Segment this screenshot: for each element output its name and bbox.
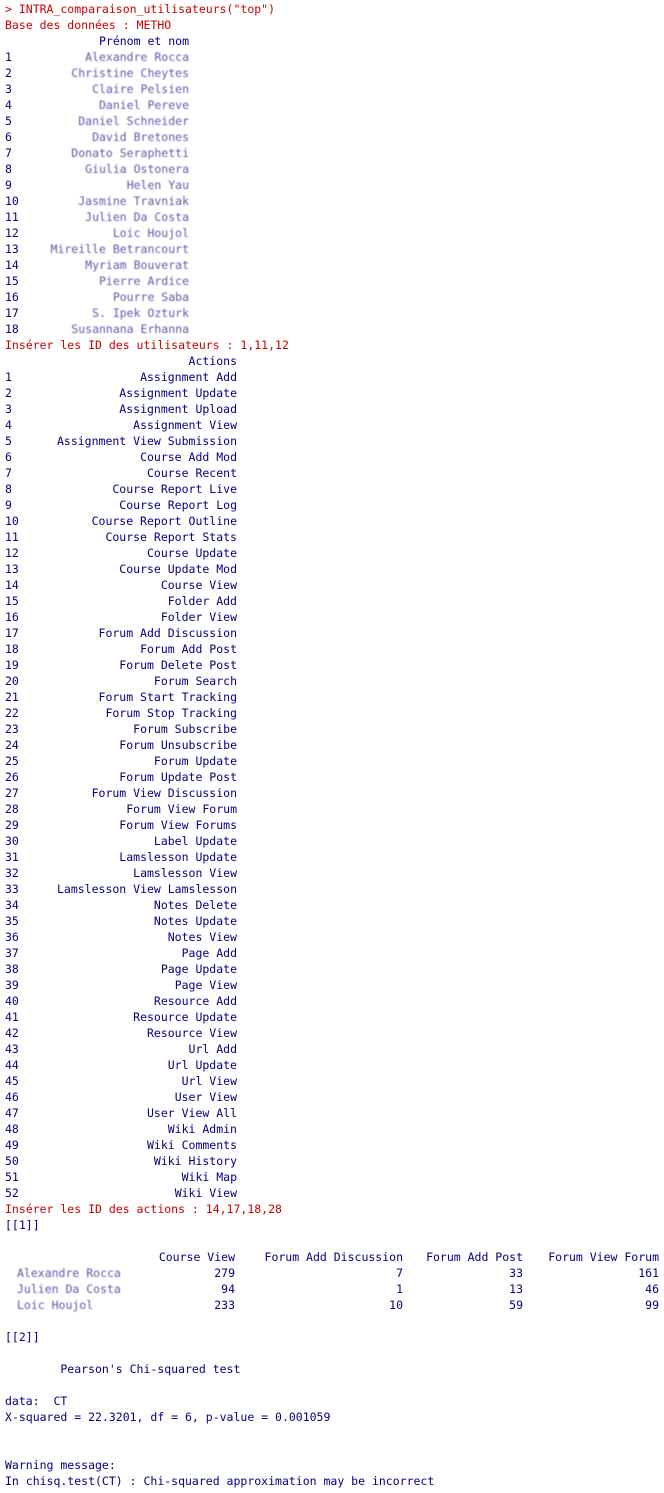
action-label: User View — [174, 1090, 237, 1104]
action-id: 30 — [5, 834, 19, 848]
action-id: 7 — [5, 466, 12, 480]
action-label: Forum Subscribe — [133, 722, 237, 736]
action-id: 21 — [5, 690, 19, 704]
action-row — [5, 545, 663, 561]
action-id: 2 — [5, 386, 12, 400]
ct-cell: 10 — [389, 1298, 403, 1312]
ct-row — [5, 1265, 663, 1281]
action-id: 24 — [5, 738, 19, 752]
action-row — [5, 593, 663, 609]
action-label: Label Update — [153, 834, 237, 848]
list-marker-1: [[1]] — [5, 1218, 40, 1232]
action-id: 19 — [5, 658, 19, 672]
action-row — [5, 1185, 663, 1201]
action-id: 36 — [5, 930, 19, 944]
action-id: 47 — [5, 1106, 19, 1120]
action-row — [5, 897, 663, 913]
action-row — [5, 993, 663, 1009]
action-row — [5, 849, 663, 865]
user-row — [5, 257, 663, 273]
action-label: Forum Start Tracking — [98, 690, 237, 704]
action-id: 11 — [5, 530, 19, 544]
users-list — [5, 49, 663, 337]
user-id: 5 — [5, 114, 12, 128]
action-row — [5, 737, 663, 753]
action-id: 33 — [5, 882, 19, 896]
action-row — [5, 513, 663, 529]
action-label: Resource Update — [133, 1010, 237, 1024]
action-row — [5, 385, 663, 401]
action-label: User View All — [146, 1106, 237, 1120]
actions-header — [5, 353, 663, 369]
ct-row-name: Alexandre Rocca — [17, 1266, 121, 1280]
action-row — [5, 801, 663, 817]
action-row — [5, 977, 663, 993]
user-name: Donato Seraphetti — [71, 146, 189, 160]
action-row — [5, 689, 663, 705]
action-row — [5, 561, 663, 577]
users-header — [5, 33, 663, 49]
ct-header-forum-add-post: Forum Add Post — [426, 1250, 523, 1264]
action-label: Forum Stop Tracking — [105, 706, 237, 720]
user-name: Daniel Pereve — [98, 98, 189, 112]
warning-text: In chisq.test(CT) : Chi-squared approximation may be incorrect — [5, 1474, 435, 1488]
user-name: Jasmine Travniak — [78, 194, 189, 208]
ct-header-course-view: Course View — [158, 1250, 235, 1264]
action-row — [5, 1057, 663, 1073]
action-label: Resource View — [146, 1026, 237, 1040]
action-label: Wiki History — [153, 1154, 237, 1168]
actions-header-label: Actions — [188, 354, 237, 368]
action-row — [5, 401, 663, 417]
action-id: 17 — [5, 626, 19, 640]
action-id: 6 — [5, 450, 12, 464]
user-id: 6 — [5, 130, 12, 144]
action-row — [5, 1041, 663, 1057]
user-row — [5, 161, 663, 177]
action-row — [5, 577, 663, 593]
user-id: 11 — [5, 210, 19, 224]
user-row — [5, 273, 663, 289]
action-label: Forum Search — [153, 674, 237, 688]
action-label: Forum Add Discussion — [98, 626, 237, 640]
user-id: 17 — [5, 306, 19, 320]
ct-row — [5, 1281, 663, 1297]
blank-line — [5, 1233, 663, 1249]
action-id: 25 — [5, 754, 19, 768]
action-id: 15 — [5, 594, 19, 608]
action-label: Url Update — [167, 1058, 237, 1072]
action-id: 44 — [5, 1058, 19, 1072]
users-prompt: Insérer les ID des utilisateurs : 1,11,12 — [5, 338, 289, 352]
action-row — [5, 417, 663, 433]
command-line: > INTRA_comparaison_utilisateurs("top") — [5, 2, 276, 16]
action-row — [5, 529, 663, 545]
user-id: 12 — [5, 226, 19, 240]
action-row — [5, 785, 663, 801]
user-id: 1 — [5, 50, 12, 64]
action-id: 5 — [5, 434, 12, 448]
action-row — [5, 913, 663, 929]
test-title: Pearson's Chi-squared test — [5, 1362, 241, 1376]
action-id: 46 — [5, 1090, 19, 1104]
action-label: Lamslesson Update — [119, 850, 237, 864]
blank-line — [5, 1425, 663, 1441]
action-row — [5, 673, 663, 689]
ct-cell: 1 — [396, 1282, 403, 1296]
action-row — [5, 1009, 663, 1025]
ct-header-forum-view-forum: Forum View Forum — [548, 1250, 659, 1264]
action-id: 29 — [5, 818, 19, 832]
user-row — [5, 305, 663, 321]
action-label: Course Report Log — [119, 498, 237, 512]
user-id: 2 — [5, 66, 12, 80]
user-id: 9 — [5, 178, 12, 192]
action-label: Forum Update — [153, 754, 237, 768]
action-label: Wiki Comments — [146, 1138, 237, 1152]
action-id: 35 — [5, 914, 19, 928]
action-row — [5, 1169, 663, 1185]
action-label: Course View — [160, 578, 237, 592]
action-row — [5, 449, 663, 465]
user-name: Helen Yau — [126, 178, 189, 192]
action-row — [5, 945, 663, 961]
action-row — [5, 657, 663, 673]
user-name: David Bretones — [92, 130, 189, 144]
action-label: Lamslesson View Lamslesson — [56, 882, 237, 896]
user-name: Julien Da Costa — [85, 210, 189, 224]
action-label: Wiki Map — [181, 1170, 237, 1184]
action-label: Page Add — [181, 946, 237, 960]
user-name: Myriam Bouverat — [85, 258, 189, 272]
user-name: Mireille Betrancourt — [50, 242, 189, 256]
action-label: Forum View Forums — [119, 818, 237, 832]
user-row — [5, 241, 663, 257]
blank-line — [5, 1441, 663, 1457]
action-row — [5, 497, 663, 513]
database-line: Base des données : METHO — [5, 18, 172, 32]
contingency-table — [5, 1265, 663, 1313]
ct-cell: 279 — [214, 1266, 235, 1280]
action-row — [5, 1121, 663, 1137]
action-row — [5, 881, 663, 897]
action-label: Course Recent — [146, 466, 237, 480]
ct-cell: 233 — [214, 1298, 235, 1312]
action-id: 27 — [5, 786, 19, 800]
action-label: Lamslesson View — [133, 866, 237, 880]
user-name: Christine Cheytes — [71, 66, 189, 80]
user-name: Pourre Saba — [112, 290, 189, 304]
user-name: Daniel Schneider — [78, 114, 189, 128]
action-id: 8 — [5, 482, 12, 496]
action-label: Notes Update — [153, 914, 237, 928]
warning-title: Warning message: — [5, 1458, 116, 1472]
action-id: 37 — [5, 946, 19, 960]
action-id: 23 — [5, 722, 19, 736]
action-id: 39 — [5, 978, 19, 992]
action-label: Forum View Forum — [126, 802, 237, 816]
user-row — [5, 225, 663, 241]
blank-line — [5, 1313, 663, 1329]
action-id: 41 — [5, 1010, 19, 1024]
actions-list — [5, 369, 663, 1201]
user-id: 3 — [5, 82, 12, 96]
action-label: Wiki View — [174, 1186, 237, 1200]
action-label: Forum Unsubscribe — [119, 738, 237, 752]
action-label: Forum View Discussion — [91, 786, 237, 800]
action-label: Resource Add — [153, 994, 237, 1008]
action-id: 9 — [5, 498, 12, 512]
blank-line — [5, 1345, 663, 1361]
action-label: Page View — [174, 978, 237, 992]
action-row — [5, 465, 663, 481]
action-id: 4 — [5, 418, 12, 432]
action-label: Course Report Stats — [105, 530, 237, 544]
ct-row — [5, 1297, 663, 1313]
user-row — [5, 209, 663, 225]
actions-prompt: Insérer les ID des actions : 14,17,18,28 — [5, 1202, 282, 1216]
action-label: Course Add Mod — [140, 450, 237, 464]
action-id: 16 — [5, 610, 19, 624]
user-id: 7 — [5, 146, 12, 160]
action-label: Forum Add Post — [140, 642, 237, 656]
action-row — [5, 1073, 663, 1089]
result-line: X-squared = 22.3201, df = 6, p-value = 0.001059 — [5, 1410, 331, 1424]
ct-cell: 33 — [509, 1266, 523, 1280]
action-id: 48 — [5, 1122, 19, 1136]
user-row — [5, 81, 663, 97]
action-label: Url View — [181, 1074, 237, 1088]
action-row — [5, 1089, 663, 1105]
action-id: 10 — [5, 514, 19, 528]
user-name: S. Ipek Ozturk — [92, 306, 189, 320]
ct-header-forum-add-discussion: Forum Add Discussion — [264, 1250, 403, 1264]
action-label: Course Report Live — [112, 482, 237, 496]
user-name: Susannana Erhanna — [71, 322, 189, 336]
ct-row-name: Loic Houjol — [17, 1298, 94, 1312]
ct-cell: 46 — [645, 1282, 659, 1296]
action-row — [5, 865, 663, 881]
action-id: 49 — [5, 1138, 19, 1152]
user-id: 16 — [5, 290, 19, 304]
action-label: Assignment Upload — [119, 402, 237, 416]
action-id: 13 — [5, 562, 19, 576]
action-id: 12 — [5, 546, 19, 560]
user-id: 4 — [5, 98, 12, 112]
user-row — [5, 113, 663, 129]
action-row — [5, 609, 663, 625]
action-row — [5, 961, 663, 977]
action-row — [5, 817, 663, 833]
action-id: 45 — [5, 1074, 19, 1088]
action-row — [5, 1137, 663, 1153]
action-row — [5, 769, 663, 785]
ct-row-name: Julien Da Costa — [17, 1282, 121, 1296]
action-id: 50 — [5, 1154, 19, 1168]
action-id: 20 — [5, 674, 19, 688]
action-id: 3 — [5, 402, 12, 416]
contingency-header — [5, 1249, 663, 1265]
user-name: Alexandre Rocca — [85, 50, 189, 64]
action-id: 22 — [5, 706, 19, 720]
action-id: 42 — [5, 1026, 19, 1040]
action-id: 34 — [5, 898, 19, 912]
r-console[interactable] — [5, 1, 663, 1489]
ct-cell: 99 — [645, 1298, 659, 1312]
action-label: Course Report Outline — [91, 514, 237, 528]
user-id: 13 — [5, 242, 19, 256]
action-id: 43 — [5, 1042, 19, 1056]
user-id: 15 — [5, 274, 19, 288]
ct-cell: 161 — [638, 1266, 659, 1280]
action-row — [5, 1025, 663, 1041]
action-id: 14 — [5, 578, 19, 592]
user-row — [5, 129, 663, 145]
action-row — [5, 929, 663, 945]
action-id: 32 — [5, 866, 19, 880]
action-label: Notes Delete — [153, 898, 237, 912]
action-label: Folder Add — [167, 594, 237, 608]
action-row — [5, 1105, 663, 1121]
action-id: 38 — [5, 962, 19, 976]
action-id: 52 — [5, 1186, 19, 1200]
user-row — [5, 97, 663, 113]
action-id: 40 — [5, 994, 19, 1008]
action-label: Forum Delete Post — [119, 658, 237, 672]
action-label: Folder View — [160, 610, 237, 624]
user-id: 8 — [5, 162, 12, 176]
action-row — [5, 833, 663, 849]
user-row — [5, 177, 663, 193]
action-row — [5, 625, 663, 641]
action-label: Url Add — [188, 1042, 237, 1056]
action-id: 28 — [5, 802, 19, 816]
user-row — [5, 321, 663, 337]
action-id: 26 — [5, 770, 19, 784]
action-label: Wiki Admin — [167, 1122, 237, 1136]
action-label: Assignment Add — [140, 370, 237, 384]
ct-cell: 94 — [221, 1282, 235, 1296]
users-header-label: Prénom et nom — [98, 34, 189, 48]
action-id: 31 — [5, 850, 19, 864]
action-id: 51 — [5, 1170, 19, 1184]
blank-line — [5, 1377, 663, 1393]
user-name: Giulia Ostonera — [85, 162, 189, 176]
action-row — [5, 641, 663, 657]
action-label: Assignment View — [133, 418, 237, 432]
ct-cell: 59 — [509, 1298, 523, 1312]
action-row — [5, 753, 663, 769]
action-label: Assignment Update — [119, 386, 237, 400]
action-id: 18 — [5, 642, 19, 656]
action-row — [5, 1153, 663, 1169]
user-row — [5, 65, 663, 81]
user-id: 10 — [5, 194, 19, 208]
ct-cell: 7 — [396, 1266, 403, 1280]
user-row — [5, 49, 663, 65]
action-label: Forum Update Post — [119, 770, 237, 784]
user-row — [5, 193, 663, 209]
action-label: Course Update — [146, 546, 237, 560]
user-name: Claire Pelsien — [92, 82, 189, 96]
data-line: data: CT — [5, 1394, 68, 1408]
action-label: Assignment View Submission — [56, 434, 237, 448]
action-row — [5, 705, 663, 721]
action-row — [5, 481, 663, 497]
user-id: 14 — [5, 258, 19, 272]
user-row — [5, 289, 663, 305]
action-row — [5, 721, 663, 737]
ct-cell: 13 — [509, 1282, 523, 1296]
user-id: 18 — [5, 322, 19, 336]
action-label: Notes View — [167, 930, 237, 944]
list-marker-2: [[2]] — [5, 1330, 40, 1344]
action-label: Course Update Mod — [119, 562, 237, 576]
action-label: Page Update — [160, 962, 237, 976]
action-row — [5, 433, 663, 449]
action-id: 1 — [5, 370, 12, 384]
user-name: Loic Houjol — [112, 226, 189, 240]
user-row — [5, 145, 663, 161]
user-name: Pierre Ardice — [98, 274, 189, 288]
action-row — [5, 369, 663, 385]
